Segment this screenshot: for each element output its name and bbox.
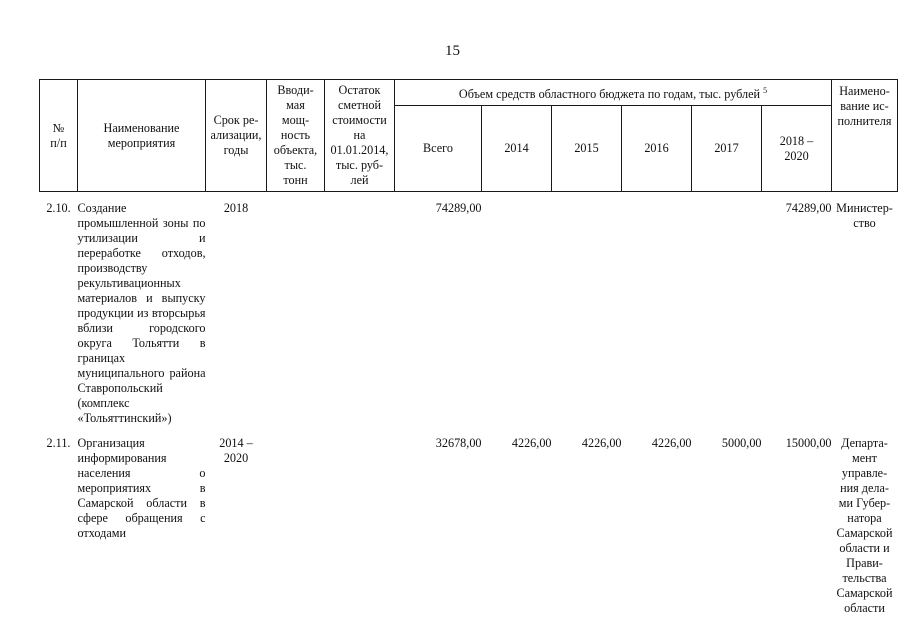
row-2015: 4226,00 <box>581 436 622 450</box>
header-remaining: Остаток сметной стоимости на 01.01.2014, тыс. руб- лей <box>325 80 395 192</box>
header-num: № п/п <box>40 80 78 192</box>
header-2014: 2014 <box>482 106 552 192</box>
row-period: 2014 – 2020 <box>219 436 253 465</box>
row-total: 74289,00 <box>435 201 482 215</box>
header-budget-footnote: 5 <box>763 85 768 95</box>
row-2014 <box>482 192 552 428</box>
header-2015: 2015 <box>552 106 622 192</box>
header-2017: 2017 <box>692 106 762 192</box>
row-name: Организация информирования населения о мероприятиях в Самарской области в сфере обращения с отходами <box>77 436 206 540</box>
header-executor: Наимено- вание ис- полнителя <box>832 80 898 192</box>
header-2016: 2016 <box>622 106 692 192</box>
header-2018-2020: 2018 – 2020 <box>762 106 832 192</box>
header-period: Срок ре- ализации, годы <box>206 80 267 192</box>
header-capacity: Вводи- мая мощ- ность объекта, тыс. тонн <box>267 80 325 192</box>
table-row <box>40 427 898 616</box>
budget-table <box>39 79 898 616</box>
row-2015 <box>552 192 622 428</box>
row-executor: Министер- ство <box>836 201 893 230</box>
header-budget-group <box>395 80 832 106</box>
header-total: Всего <box>395 106 482 192</box>
row-2018-2020: 74289,00 <box>785 201 832 215</box>
table-row <box>40 192 898 428</box>
row-period: 2018 <box>223 201 249 215</box>
page-number: 15 <box>445 43 460 59</box>
row-executor: Департа- мент управле- ния дела- ми Губер- натора Самарской области и Прави- тельства Самарской области <box>836 436 893 615</box>
row-2018-2020: 15000,00 <box>785 436 832 450</box>
row-2017: 5000,00 <box>721 436 762 450</box>
row-remaining <box>325 192 395 428</box>
row-2016: 4226,00 <box>651 436 692 450</box>
row-capacity <box>267 427 325 616</box>
row-capacity <box>267 192 325 428</box>
row-2017 <box>692 192 762 428</box>
row-2016 <box>622 192 692 428</box>
row-num: 2.11. <box>46 436 71 450</box>
row-name: Создание промышленной зоны по утилизации и переработке отходов, производству рекультивационных материалов и выпуску продукции из вторсырья вблизи городского округа Тольятти в границах муниципального района Ставропольский (комплекс «Тольяттинский») <box>77 201 206 425</box>
table-header <box>40 80 898 192</box>
row-remaining <box>325 427 395 616</box>
row-2014: 4226,00 <box>511 436 552 450</box>
header-name: Наименование мероприятия <box>78 80 206 192</box>
header-budget-group-label: Объем средств областного бюджета по годам, тыс. рублей <box>458 87 761 102</box>
row-num: 2.10. <box>46 201 71 215</box>
row-total: 32678,00 <box>435 436 482 450</box>
